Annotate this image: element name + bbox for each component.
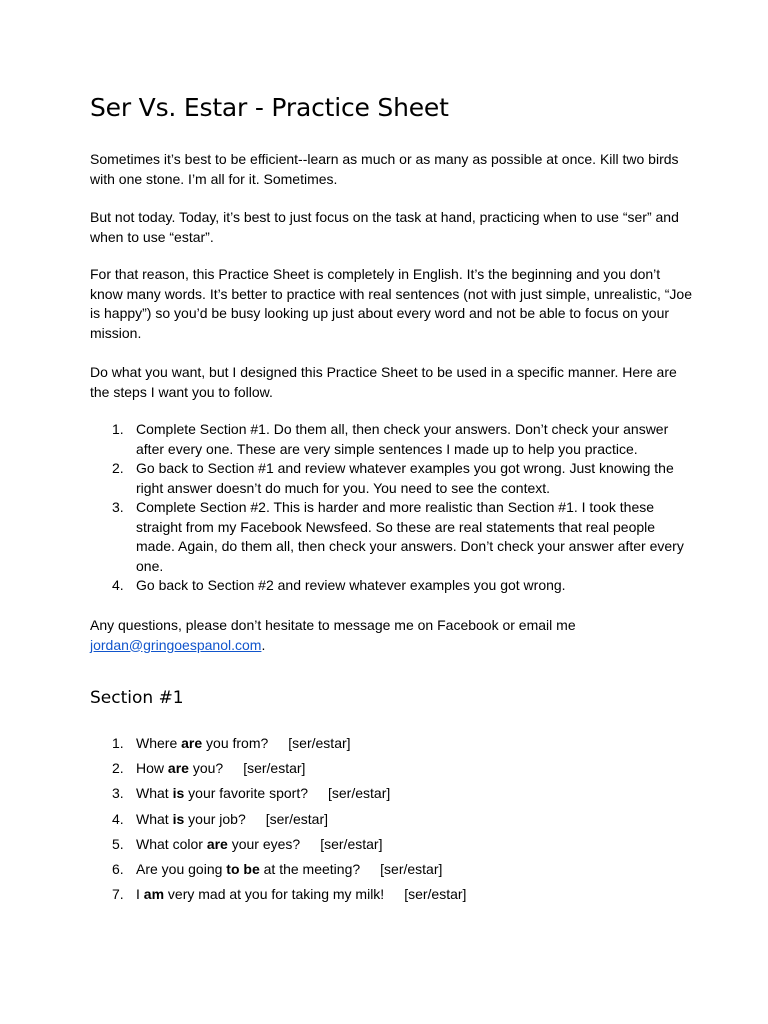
contact-paragraph	[90, 616, 695, 655]
question-number: 4.	[112, 810, 124, 827]
step-number: 3.	[112, 499, 124, 515]
question-verb: to be	[226, 860, 260, 877]
question-post: you?	[188, 760, 224, 777]
question-post: your eyes?	[227, 835, 301, 852]
step-text: Complete Section #2. This is harder and more realistic than Section #1. I took these straight from my Facebook Newsfeed. So these are real statements that real people made. Again, do them all, then check your answers. Don’t check your answer after every one.	[136, 499, 684, 574]
step-text: Complete Section #1. Do them all, then check your answers. Don’t check your answer after every one. These are very simple sentences I made up to help you practice.	[136, 421, 669, 457]
question-options: [ser/estar]	[288, 735, 351, 751]
question-post: you from?	[202, 735, 269, 751]
list-item	[90, 498, 695, 576]
question-item	[90, 810, 466, 835]
question-pre: Are you going	[136, 860, 227, 877]
paragraph-focus: But not today. Today, it’s best to just focus on the task at hand, practicing when to use “ser” and when to use “estar”.	[90, 209, 679, 245]
question-number: 1.	[112, 735, 124, 751]
question-verb: are	[206, 835, 228, 852]
question-verb: are	[167, 760, 189, 777]
step-number: 4.	[112, 577, 124, 593]
question-pre: What	[136, 810, 173, 827]
question-verb: are	[181, 735, 203, 751]
section-title: Section #1	[90, 688, 184, 708]
question-options: [ser/estar]	[328, 785, 391, 802]
question-pre: I	[136, 886, 144, 903]
question-verb: is	[172, 810, 185, 827]
question-post: at the meeting?	[259, 860, 361, 877]
question-item	[90, 885, 466, 910]
question-item	[90, 835, 466, 860]
steps-list	[90, 420, 695, 596]
question-options: [ser/estar]	[243, 760, 306, 777]
contact-end: .	[261, 636, 266, 653]
question-number: 6.	[112, 860, 124, 877]
question-pre: What	[136, 785, 173, 802]
list-item	[90, 420, 695, 459]
paragraph-english: For that reason, this Practice Sheet is completely in English. It’s the beginning and you don’t know many words. It’s better to practice with real sentences (not with just simple, unrealistic, “Joe is happy”) so you’d be busy looking up just about every word and not be able to focus on your mission.	[90, 266, 692, 341]
list-item	[90, 576, 695, 596]
step-text: Go back to Section #2 and review whatever examples you got wrong.	[136, 577, 566, 593]
question-pre: How	[136, 760, 168, 777]
question-options: [ser/estar]	[380, 860, 443, 877]
step-number: 2.	[112, 460, 124, 476]
question-item	[90, 734, 466, 759]
contact-text: Any questions, please don’t hesitate to message me on Facebook or email me	[90, 617, 576, 633]
question-item	[90, 784, 466, 809]
question-pre: Where	[136, 735, 182, 751]
question-number: 7.	[112, 886, 124, 903]
email-link[interactable]: jordan@gringoespanol.com	[90, 636, 262, 653]
question-item	[90, 759, 466, 784]
question-item	[90, 860, 466, 885]
question-number: 2.	[112, 760, 124, 777]
questions-list	[90, 734, 466, 910]
question-number: 3.	[112, 785, 124, 802]
question-options: [ser/estar]	[404, 886, 467, 903]
question-pre: What color	[136, 835, 207, 852]
page-title: Ser Vs. Estar - Practice Sheet	[90, 93, 449, 122]
question-options: [ser/estar]	[320, 835, 383, 852]
paragraph-intro: Sometimes it’s best to be efficient--learn as much or as many as possible at once. Kill two birds with one stone. I’m all for it. Sometimes.	[90, 151, 679, 187]
question-options: [ser/estar]	[265, 810, 328, 827]
question-verb: is	[172, 785, 185, 802]
step-text: Go back to Section #1 and review whatever examples you got wrong. Just knowing the right answer doesn’t do much for you. You need to see the context.	[136, 460, 674, 496]
question-verb: am	[143, 886, 165, 903]
list-item	[90, 459, 695, 498]
step-number: 1.	[112, 421, 124, 437]
question-post: your job?	[184, 810, 246, 827]
question-number: 5.	[112, 835, 124, 852]
question-post: your favorite sport?	[184, 785, 308, 802]
question-post: very mad at you for taking my milk!	[164, 886, 385, 903]
paragraph-steps-intro: Do what you want, but I designed this Practice Sheet to be used in a specific manner. Here are the steps I want you to follow.	[90, 364, 677, 400]
